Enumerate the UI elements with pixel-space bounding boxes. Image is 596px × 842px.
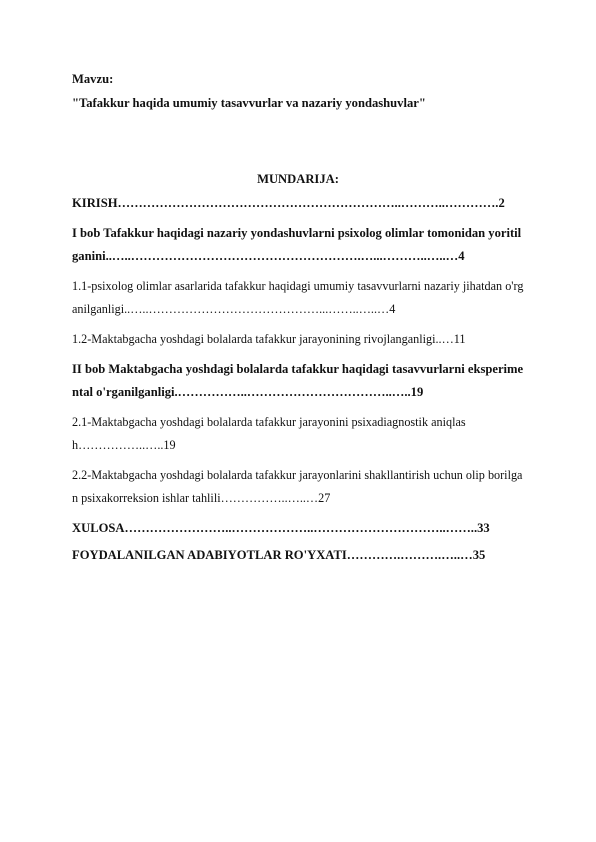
toc-entry-kirish: KIRISH…………………………………………………………..………..………….2 [72, 196, 505, 210]
toc-entry-section-1-2: 1.2-Maktabgacha yoshdagi bolalarda tafakkur jarayonining rivojlanganligi..…11 [72, 332, 466, 346]
table-of-contents [72, 192, 524, 574]
topic-label: Mavzu: [72, 72, 114, 86]
toc-entry-section-2-1: 2.1-Maktabgacha yoshdagi bolalarda tafakkur jarayonini psixadiagnostik aniqlash……………..…..19 [72, 415, 466, 452]
toc-entry-section-2-2: 2.2-Maktabgacha yoshdagi bolalarda tafakkur jarayonlarini shakllantirish uchun olip borilgan psixakorreksion ishlar tahlili……………..…..…27 [72, 468, 523, 505]
toc-entry-chapter-2: II bob Maktabgacha yoshdagi bolalarda tafakkur haqidagi tasavvurlarni eksperimental o'rganilganligi.……………..……………………………..…..19 [72, 362, 524, 399]
topic-title: "Tafakkur haqida umumiy tasavvurlar va nazariy yondashuvlar" [72, 96, 426, 110]
toc-heading: MUNDARIJA: [257, 172, 339, 186]
toc-entry-xulosa: XULOSA……………………..………………..…………………………..……..33 [72, 521, 490, 535]
toc-entry-bibliography: FOYDALANILGAN ADABIYOTLAR RO'YXATI………….……….…..…35 [72, 548, 486, 562]
toc-entry-section-1-1: 1.1-psixolog olimlar asarlarida tafakkur haqidagi umumiy tasavvurlarni nazariy jihatdan o'rganilganligi..…..……………………………………...……..…..…4 [72, 279, 524, 316]
toc-entry-chapter-1: I bob Tafakkur haqidagi nazariy yondashuvlarni psixolog olimlar tomonidan yoritilganini..…..……………………………………………….…...………..…..…4 [72, 226, 522, 263]
